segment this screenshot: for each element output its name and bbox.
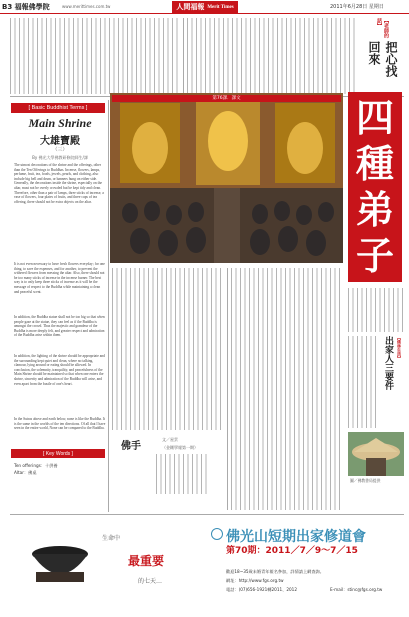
side-article-heading: [378, 336, 402, 396]
feature-body-right: [231, 268, 343, 510]
monk-hat-illustration: [348, 432, 404, 476]
feature-title-char: 四: [355, 95, 394, 140]
logo-zh: 人間福報: [176, 3, 205, 11]
feature-title-char: 種: [355, 141, 394, 186]
alms-bowl-icon: [28, 532, 92, 588]
poem-source: （金剛學報第一期）: [162, 445, 198, 450]
ad-email[interactable]: E-mail：stinc@fgs.org.tw: [330, 587, 383, 592]
ad-slogan-2: 最重要: [128, 554, 165, 568]
column-divider: [108, 100, 109, 512]
ad-slogan-3: 的七天…: [138, 578, 163, 585]
side-article-body: [348, 336, 376, 428]
side-article-title: 出家人三要件: [383, 336, 393, 390]
photo-caption: 第76課．課文: [112, 95, 341, 102]
feature-body-left: [112, 268, 224, 430]
ad-title: 佛光山短期出家修道會: [226, 529, 366, 545]
side-article-tag: 【佛林生活】: [397, 336, 402, 360]
poem-body: [156, 454, 210, 494]
side-photo-credit: 圖／佛教書局提供: [350, 478, 381, 483]
top-article-tag: 【老師的話】: [376, 18, 389, 38]
ad-website[interactable]: 網址：http://www.fgs.org.tw: [226, 578, 284, 583]
key-word-item: Ten offerings：十供養: [14, 463, 58, 468]
top-article-heading: [363, 18, 403, 88]
key-words-tab: [ Key Words ]: [11, 449, 105, 458]
bowl-illustration: [28, 532, 92, 588]
shrine-photo: [110, 93, 343, 263]
key-word-item: Altar：佛桌: [14, 470, 37, 475]
terms-title-en: Main Shrine: [28, 116, 92, 130]
terms-title-zh: 大雄寶殿: [40, 136, 80, 147]
terms-paragraph: In the Sutras above and earth below, none is like the Buddha. It is the same in the worlds of the ten directions. Of all that I have seen in the entire world, None can be compared to the Buddha.: [14, 417, 106, 431]
column-divider: [227, 268, 228, 510]
top-article-title: 把心找回來: [367, 41, 398, 78]
terms-paragraph: The utmost decorations of the shrine and the offerings, other than the Ten Offerings to Buddhas. Incense, flowers, lamps, perfume, fruit, tea, foods, jewels, pearls, and clothing, also include big bell and drum, or banners hung on either side. Generally, the decorations inside the shrine, especially on the altar, must not be overly crowded but be kept tidy and clean. Therefore, other than a pair of lamps, three sticks of incense, a vase of flowers, four plates of fruits, and three cups of tea offering, there should not be extra objects on the altar.: [14, 163, 104, 204]
ad-phone: 電話：(07)656-1921轉2011、2012: [226, 587, 298, 592]
top-article-body-right: [187, 18, 357, 94]
poem-author: 文／星雲: [162, 437, 178, 442]
side-article-photo: [348, 432, 404, 476]
side-article-body-top: [348, 288, 404, 332]
terms-paragraph: In addition, the Buddha statue shall not be too big so that when people gaze at the statue, they can feel as if the Buddha is amongst the crowd. Thus the majestic and grandeur of the Buddha is more deeply felt, and greater respect and admiration of the Buddha arise within them.: [14, 315, 105, 338]
terms-paragraph: It is not even necessary to have fresh flowers everyday; for one thing, to save the expenses, and for another, to prevent the withered flowers from messing the altar. Also, there should not be too many sticks of incense in the incense burner. The best way is to only keep three sticks of incense as it will be the message of respect to the Buddha while maintaining a clean and peaceful scent.: [14, 262, 105, 294]
terms-subtitle: （三）: [52, 147, 68, 153]
poem-title: 佛手: [121, 441, 141, 452]
top-article-body-left: [10, 18, 180, 94]
site-url[interactable]: www.merittimes.com.tw: [62, 4, 111, 9]
terms-paragraph: In addition, the lighting of the shrine should be appropriate and the surrounding kept quiet and clean, where no talking, clamour, lying around or eating should be allowed. In conclusion, the solemnity, tranquility, and peacefulness of the Main Shrine should be maintained so that when one enters the shrine, sincerity and admiration of the Buddha will arise, and even apart from the bustle of one's heart.: [14, 354, 105, 386]
fgs-logo-icon: [211, 528, 223, 540]
column-divider: [183, 18, 184, 94]
section-label: B3 福報佛學院: [2, 3, 50, 11]
feature-title-char: 弟: [355, 187, 394, 232]
feature-title: [348, 92, 402, 282]
ad-divider: [10, 514, 404, 515]
feature-title-char: 子: [355, 233, 394, 278]
logo-en: Merit Times: [207, 4, 234, 10]
ad-info-line: 歡迎18~35歲未婚青年報名參加，詳情請上網查詢。: [226, 569, 324, 574]
shrine-photo-illustration: [110, 93, 343, 263]
masthead-logo: [172, 1, 238, 13]
basic-terms-tab: [ Basic Buddhist Terms ]: [11, 103, 105, 113]
issue-date: 2011年6月28日 星期日: [330, 4, 384, 10]
terms-author: By 佛光大學佛教研修院師生/譯: [32, 155, 88, 160]
ad-dates: 第70期：2011／7／9～7／15: [226, 546, 358, 556]
ad-slogan-1: 生命中: [102, 535, 121, 542]
